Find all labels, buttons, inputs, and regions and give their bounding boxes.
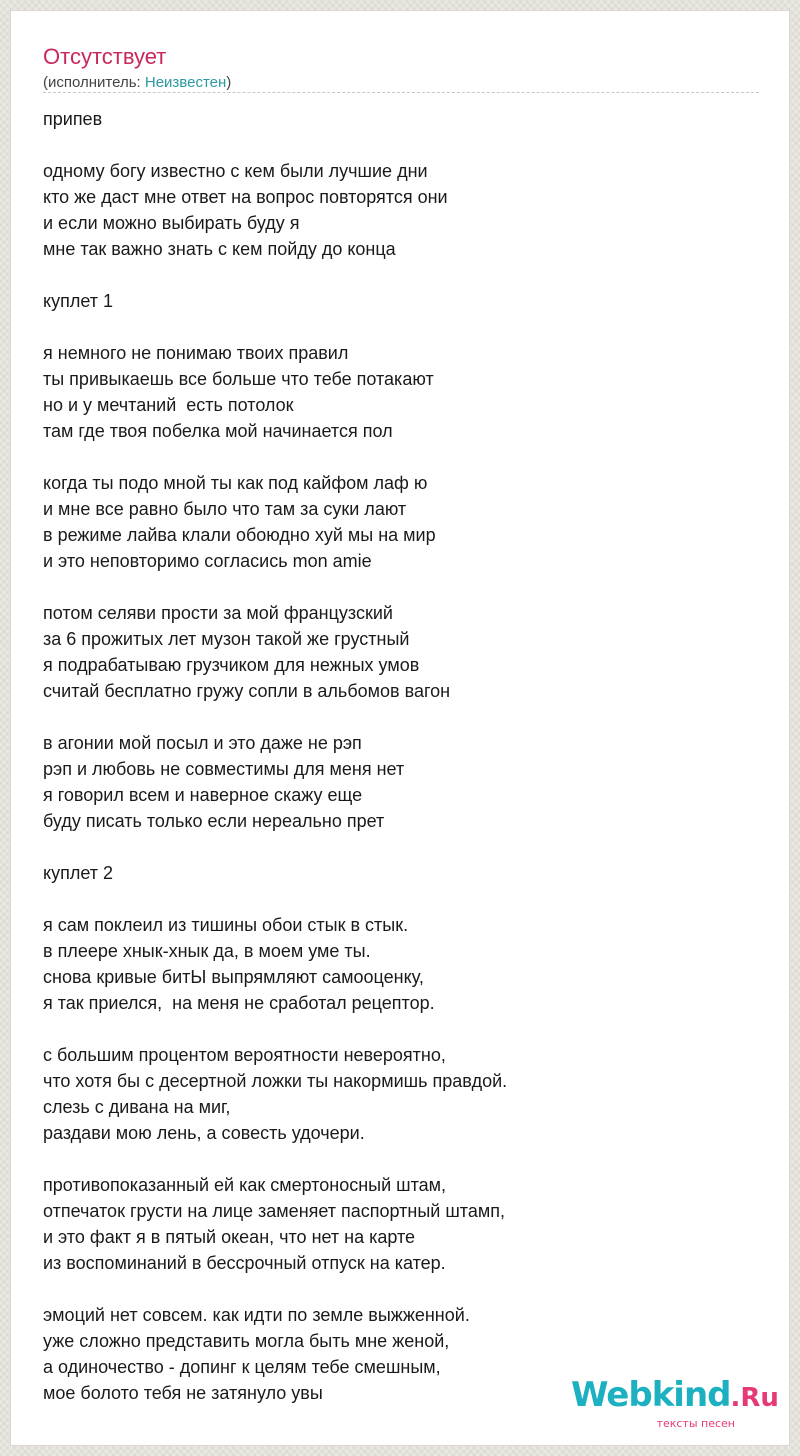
lyric-line: в агонии мой посыл и это даже не рэп [43, 733, 362, 753]
artist-link[interactable]: Неизвестен [144, 74, 227, 91]
lyric-line: я немного не понимаю твоих правил [43, 343, 349, 363]
lyric-line: за 6 прожитых лет музон такой же грустный [43, 629, 410, 649]
title-divider [43, 92, 759, 93]
lyric-line: кто же даст мне ответ на вопрос повторятся они [43, 187, 448, 207]
lyric-line: с большим процентом вероятности невероятно, [43, 1045, 446, 1065]
lyric-line: ты привыкаешь все больше что тебе потакают [43, 369, 434, 389]
lyric-line: и если можно выбирать буду я [43, 213, 300, 233]
lyric-line [43, 1016, 763, 1042]
lyric-line: я так приелся, на меня не сработал рецептор. [43, 993, 435, 1013]
lyric-line: там где твоя побелка мой начинается пол [43, 421, 393, 441]
lyric-line: буду писать только если нереально прет [43, 811, 385, 831]
lyric-line: куплет 2 [43, 863, 113, 883]
song-title: Отсутствует [43, 44, 167, 69]
lyric-line: и это факт я в пятый океан, что нет на карте [43, 1227, 416, 1247]
lyric-line [43, 886, 763, 912]
lyric-line [43, 1276, 763, 1302]
lyric-line: одному богу известно с кем были лучшие дни [43, 161, 428, 181]
lyric-line: противопоказанный ей как смертоносный штам, [43, 1175, 447, 1195]
lyric-line: я сам поклеил из тишины обои стык в стык. [43, 915, 409, 935]
lyric-line: мне так важно знать с кем пойду до конца [43, 239, 396, 259]
lyric-line: рэп и любовь не совместимы для меня нет [43, 759, 405, 779]
lyric-line: я подрабатываю грузчиком для нежных умов [43, 655, 420, 675]
lyric-line: но и у мечтаний есть потолок [43, 395, 294, 415]
lyric-line: и это неповторимо согласись mon amie [43, 551, 372, 571]
artist-suffix: ) [226, 74, 232, 91]
webkind-logo[interactable] [571, 1375, 779, 1435]
lyric-line: отпечаток грусти на лице заменяет паспортный штамп, [43, 1201, 505, 1221]
lyric-line [43, 314, 763, 340]
lyric-line [43, 132, 763, 158]
artist-line [43, 73, 231, 93]
logo-wordmark [571, 1375, 779, 1418]
logo-tagline: тексты песен [656, 1417, 735, 1430]
lyric-line: эмоций нет совсем. как идти по земле выжженной. [43, 1305, 470, 1325]
lyric-line: куплет 1 [43, 291, 113, 311]
lyric-line: что хотя бы с десертной ложки ты накормишь правдой. [43, 1071, 508, 1091]
lyric-line: слезь с дивана на миг, [43, 1097, 231, 1117]
logo-main-text: Webkind [571, 1375, 731, 1415]
lyric-line: и мне все равно было что там за суки лают [43, 499, 407, 519]
lyric-line: уже сложно представить могла быть мне женой, [43, 1331, 450, 1351]
lyric-line: а одиночество - допинг к целям тебе смешным, [43, 1357, 441, 1377]
lyric-line: из воспоминаний в бессрочный отпуск на катер. [43, 1253, 446, 1273]
lyric-line: снова кривые битЫ выпрямляют самооценку, [43, 967, 424, 987]
lyric-line [43, 1146, 763, 1172]
lyrics-page [10, 10, 790, 1446]
lyric-line [43, 574, 763, 600]
logo-suffix-text: .Ru [730, 1383, 779, 1413]
lyric-line [43, 262, 763, 288]
lyric-line: потом селяви прости за мой французский [43, 603, 393, 623]
lyric-line: мое болото тебя не затянуло увы [43, 1383, 323, 1403]
lyrics-text [43, 106, 763, 1406]
lyric-line: когда ты подо мной ты как под кайфом лаф ю [43, 473, 428, 493]
artist-prefix: (исполнитель: [43, 74, 145, 91]
lyric-line: считай бесплатно гружу сопли в альбомов вагон [43, 681, 451, 701]
lyric-line: в плеере хнык-хнык да, в моем уме ты. [43, 941, 371, 961]
lyric-line [43, 704, 763, 730]
lyric-line [43, 834, 763, 860]
lyric-line: в режиме лайва клали обоюдно хуй мы на мир [43, 525, 436, 545]
lyric-line: я говорил всем и наверное скажу еще [43, 785, 363, 805]
lyric-line: припев [43, 109, 103, 129]
lyric-line [43, 444, 763, 470]
lyric-line: раздави мою лень, а совесть удочери. [43, 1123, 365, 1143]
